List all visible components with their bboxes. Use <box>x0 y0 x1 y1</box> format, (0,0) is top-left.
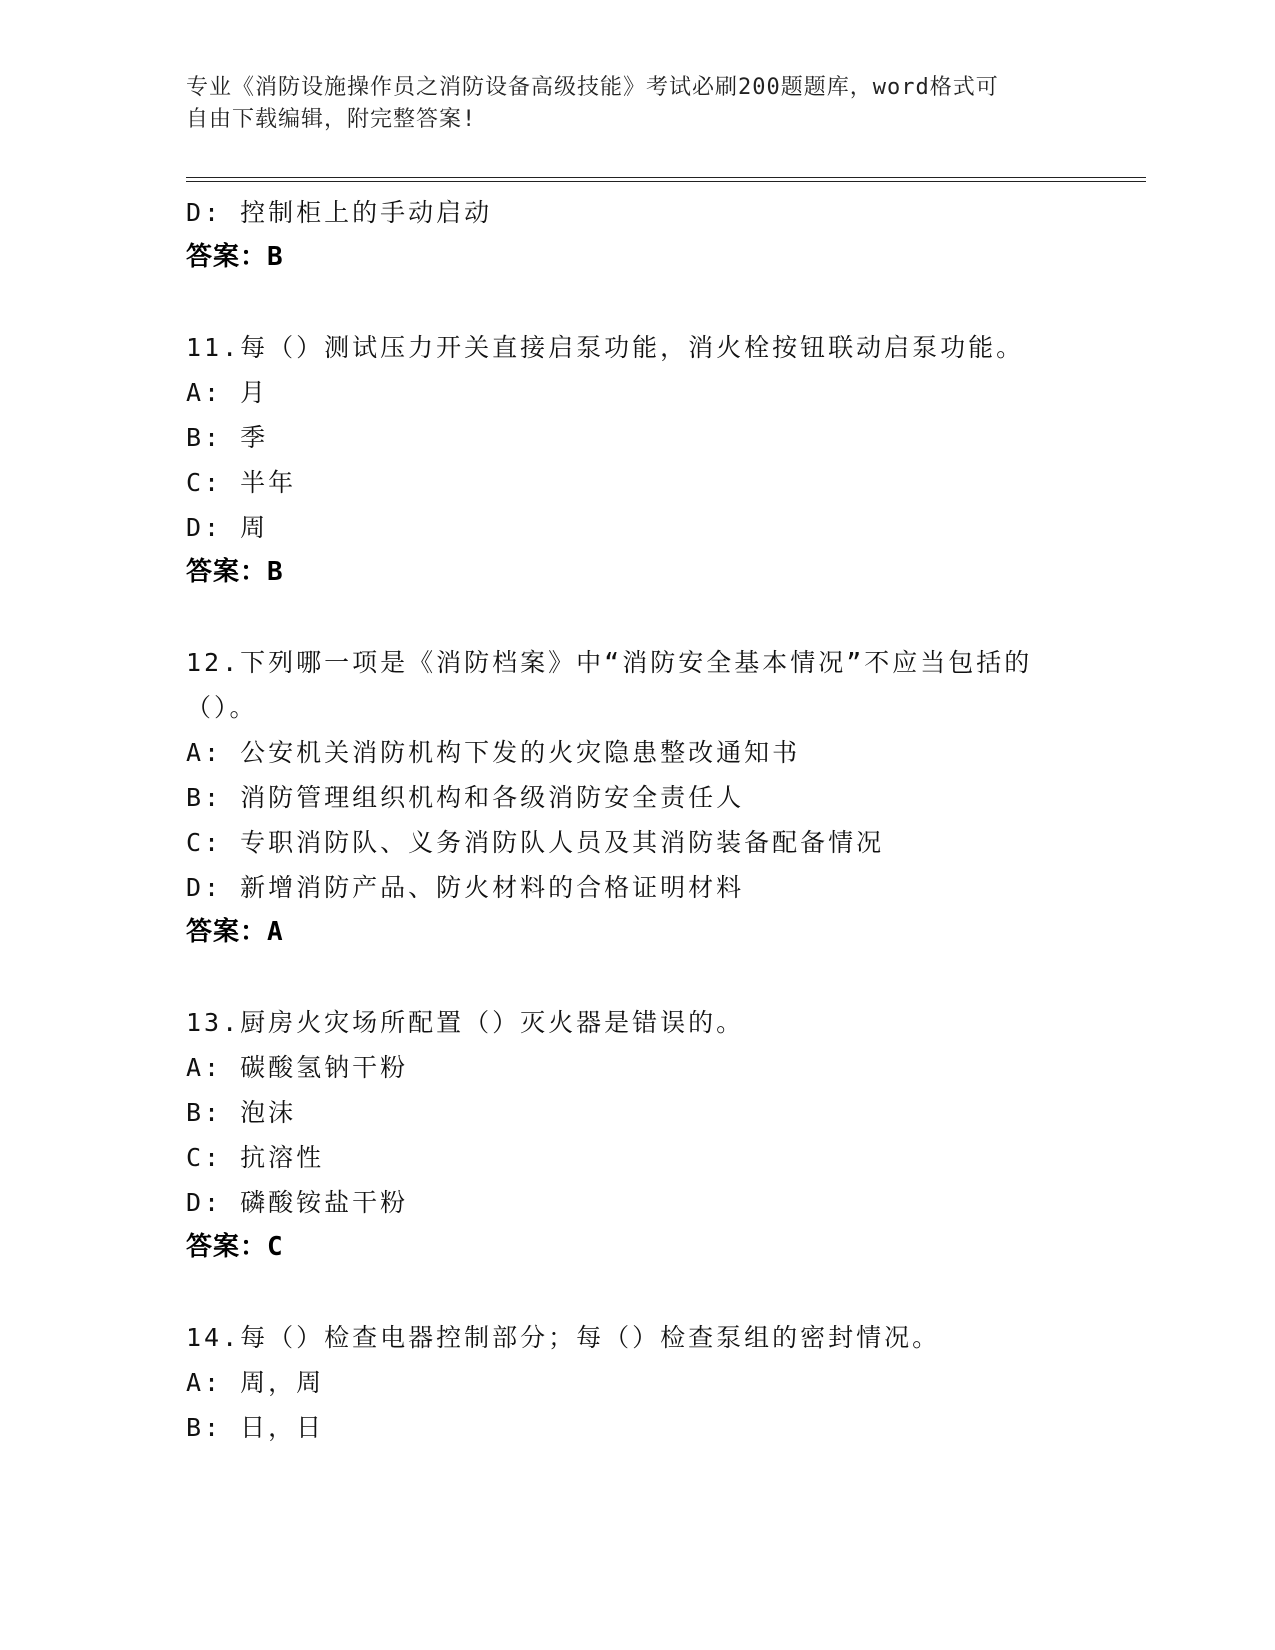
spacer <box>186 955 1086 1000</box>
option-b: B: 泡沫 <box>186 1098 297 1127</box>
option-a: A: 月 <box>186 378 269 407</box>
question-11 <box>186 325 1086 595</box>
spacer <box>186 280 1086 325</box>
option-d: D: 周 <box>186 513 269 542</box>
option-c: C: 专职消防队、义务消防队人员及其消防装备配备情况 <box>186 828 885 857</box>
option-c: C: 半年 <box>186 468 297 497</box>
spacer <box>186 595 1086 640</box>
document-header <box>186 72 1066 136</box>
option-d: D: 磷酸铵盐干粉 <box>186 1188 409 1217</box>
question-text: 11.每（）测试压力开关直接启泵功能，消火栓按钮联动启泵功能。 <box>186 333 1025 362</box>
option-a: A: 周，周 <box>186 1368 325 1397</box>
question-text: 14.每（）检查电器控制部分；每（）检查泵组的密封情况。 <box>186 1323 941 1352</box>
option-a: A: 公安机关消防机构下发的火灾隐患整改通知书 <box>186 738 801 767</box>
header-line-1: 专业《消防设施操作员之消防设备高级技能》考试必刷200题题库，word格式可 <box>186 75 999 100</box>
option-a: A: 碳酸氢钠干粉 <box>186 1053 409 1082</box>
answer-label: 答案：B <box>186 242 284 272</box>
answer-label: 答案：C <box>186 1232 284 1262</box>
previous-question-tail <box>186 190 1086 280</box>
option-b: B: 季 <box>186 423 269 452</box>
question-text-line-1: 12.下列哪一项是《消防档案》中“消防安全基本情况”不应当包括的 <box>186 648 1033 677</box>
question-text: 13.厨房火灾场所配置（）灭火器是错误的。 <box>186 1008 745 1037</box>
spacer <box>186 1270 1086 1315</box>
question-13 <box>186 1000 1086 1270</box>
option-d: D: 新增消防产品、防火材料的合格证明材料 <box>186 873 745 902</box>
option-b: B: 日，日 <box>186 1413 325 1442</box>
question-12 <box>186 640 1086 955</box>
document-body <box>186 190 1086 1450</box>
answer-label: 答案：B <box>186 557 284 587</box>
question-text-line-2: （）。 <box>186 693 258 722</box>
option-b: B: 消防管理组织机构和各级消防安全责任人 <box>186 783 745 812</box>
option-d: D: 控制柜上的手动启动 <box>186 198 493 227</box>
header-line-2: 自由下载编辑，附完整答案! <box>186 107 477 132</box>
header-divider-top <box>186 177 1146 178</box>
question-14 <box>186 1315 1086 1450</box>
option-c: C: 抗溶性 <box>186 1143 325 1172</box>
header-divider-bottom <box>186 181 1146 182</box>
answer-label: 答案：A <box>186 917 284 947</box>
